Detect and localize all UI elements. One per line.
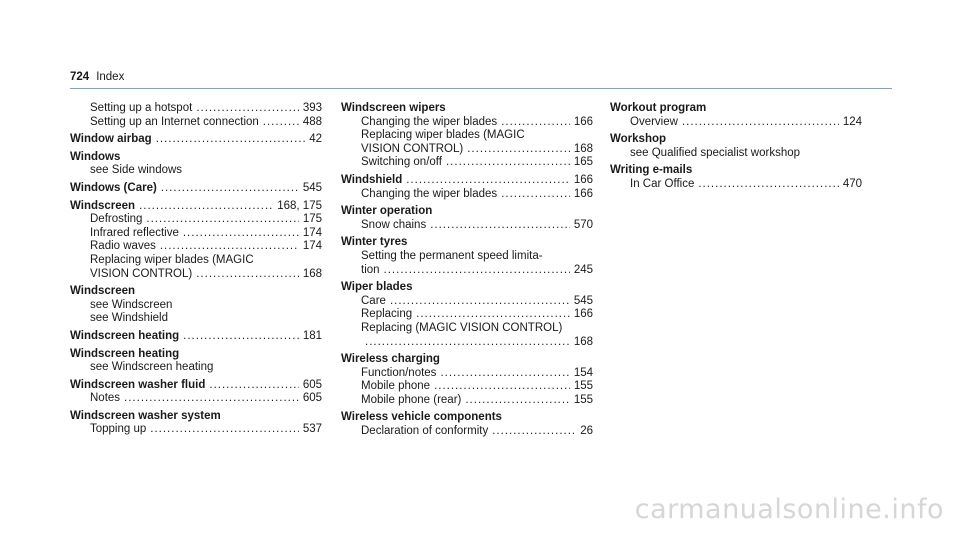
index-term [70,348,322,362]
page-reference: 166 [573,187,593,200]
index-term [70,379,322,393]
index-subentry [341,116,593,130]
entry-text: Snow chains [361,218,427,231]
leader-dots [156,133,306,147]
index-subentry [341,425,593,439]
page-reference: 168, 175 [277,199,322,212]
index-term [341,236,593,250]
entry-text: In Car Office [630,177,695,190]
entry-text: Switching on/off [361,156,442,169]
index-term [341,281,593,295]
entry-text: see Windscreen heating [90,361,214,374]
entry-text: Wireless vehicle components [341,411,502,424]
index-term [70,151,322,165]
index-subentry [341,129,593,143]
index-term [610,164,862,178]
leader-dots [682,116,839,130]
entry-text: Mobile phone [361,380,431,393]
index-subentry [341,143,593,157]
entry-text: Winter tyres [341,236,408,249]
leader-dots [196,102,299,116]
entry-text: Window airbag [70,133,152,146]
page-number: 724 [70,71,90,83]
entry-text: Overview [630,115,678,128]
index-column-2 [341,102,593,439]
index-entry [70,200,322,282]
leader-dots [209,379,298,393]
entry-text: see Windshield [90,312,168,325]
index-subentry [341,380,593,394]
index-term [341,353,593,367]
index-subentry [341,156,593,170]
entry-text: Windscreen wipers [341,102,446,114]
index-subentry [341,336,593,350]
page-reference: 166 [573,308,593,321]
page-reference: 174 [302,226,322,239]
entry-text: Mobile phone (rear) [361,393,462,406]
index-term [70,133,322,147]
entry-text: Windscreen heating [70,347,180,360]
page-reference: 470 [842,177,862,190]
entry-text: Setting the permanent speed limita- [361,249,543,262]
page-reference: 181 [302,329,322,342]
entry-text: Changing the wiper blades [361,115,498,128]
leader-dots [150,423,299,437]
entry-text: Setting up a hotspot [90,102,193,114]
index-entry [70,410,322,437]
index-term [610,102,862,116]
index-term [610,133,862,147]
index-column-1 [70,102,322,437]
index-subentry [341,322,593,336]
leader-dots [467,143,570,157]
index-subentry [70,227,322,241]
leader-dots [196,268,299,282]
entry-text: Infrared reflective [90,226,179,239]
leader-dots [446,156,570,170]
leader-dots [146,213,298,227]
leader-dots [365,336,570,350]
index-subentry [70,254,322,268]
index-subentry [341,188,593,202]
index-subentry [70,299,322,313]
entry-text: Workshop [610,133,667,146]
index-subentry [70,423,322,437]
leader-dots [501,188,570,202]
index-subentry [70,213,322,227]
page-reference: 26 [580,425,593,438]
page-reference: 166 [573,115,593,128]
entry-text: Winter operation [341,205,433,218]
entry-text: Setting up an Internet connection [90,115,259,128]
leader-dots [416,308,570,322]
page-reference: 537 [302,423,322,436]
page-reference: 545 [302,181,322,194]
index-subentry [70,102,322,116]
index-subentry [341,394,593,408]
index-entry [610,133,862,160]
index-entry [70,102,322,129]
entry-text: Windscreen washer fluid [70,378,206,391]
entry-text: Windshield [341,173,403,186]
index-term [70,410,322,424]
leader-dots [183,330,299,344]
index-subentry [341,264,593,278]
entry-text: Defrosting [90,213,143,226]
page-reference: 605 [302,392,322,405]
entry-text: VISION CONTROL) [361,142,464,155]
page-reference: 42 [309,133,322,146]
page-reference: 155 [573,393,593,406]
entry-text: tion [361,263,380,276]
index-subentry [610,116,862,130]
entry-text: Windscreen [70,285,136,298]
entry-text: Wiper blades [341,281,413,294]
page-reference: 168 [573,335,593,348]
entry-text: Workout program [610,102,707,114]
index-subentry [341,250,593,264]
section-title: Index [96,71,125,83]
index-term [70,200,322,214]
entry-text: Replacing wiper blades (MAGIC [90,253,254,266]
index-term [70,285,322,299]
index-entry [341,174,593,201]
leader-dots [263,116,299,130]
entry-text: Windscreen heating [70,329,180,342]
leader-dots [434,380,570,394]
leader-dots [124,392,299,406]
index-term [341,174,593,188]
leader-dots [384,264,570,278]
page-reference: 168 [573,142,593,155]
index-subentry [341,219,593,233]
leader-dots [698,178,838,192]
index-entry [70,133,322,147]
index-subentry [70,268,322,282]
entry-text: Changing the wiper blades [361,187,498,200]
entry-text: Replacing (MAGIC VISION CONTROL) [361,321,563,334]
entry-text: Windows (Care) [70,181,157,194]
entry-text: Function/notes [361,366,437,379]
leader-dots [501,116,570,130]
index-term [341,102,593,116]
page-reference: 165 [573,156,593,169]
page-header [70,70,124,84]
entry-text: see Qualified specialist workshop [630,146,801,159]
index-entry [70,285,322,326]
page-reference: 154 [573,366,593,379]
index-entry [70,151,322,178]
page-reference: 155 [573,380,593,393]
leader-dots [430,219,570,233]
index-entry [610,164,862,191]
entry-text: see Windscreen [90,298,173,311]
index-entry [341,353,593,407]
entry-text: Replacing wiper blades (MAGIC [361,129,525,142]
header-rule [70,88,892,89]
page-reference: 393 [302,102,322,114]
entry-text: see Side windows [90,164,183,177]
index-entry [70,379,322,406]
index-subentry [70,240,322,254]
index-entry [70,182,322,196]
index-entry [341,205,593,232]
page-reference: 168 [302,267,322,280]
index-subentry [70,116,322,130]
entry-text: Radio waves [90,240,156,253]
index-entry [70,330,322,344]
page-reference: 570 [573,218,593,231]
page-reference: 174 [302,240,322,253]
index-term [341,411,593,425]
index-entry [341,102,593,170]
leader-dots [160,240,299,254]
index-subentry [70,392,322,406]
index-entry [341,236,593,277]
entry-text: Writing e-mails [610,164,693,177]
index-entry [610,102,862,129]
index-subentry [70,164,322,178]
entry-text: Windows [70,150,121,163]
entry-text: Care [361,294,386,307]
index-term [70,330,322,344]
page-reference: 245 [573,263,593,276]
leader-dots [161,182,299,196]
page-reference: 166 [573,173,593,186]
index-subentry [70,312,322,326]
index-column-3 [610,102,862,192]
entry-text: VISION CONTROL) [90,267,193,280]
page-reference: 605 [302,378,322,391]
page-reference: 124 [842,115,862,128]
index-entry [341,281,593,349]
watermark: carmanualsonline.info [634,494,944,525]
index-subentry [341,308,593,322]
index-subentry [341,295,593,309]
leader-dots [465,394,569,408]
index-term [70,182,322,196]
entry-text: Wireless charging [341,353,440,366]
entry-text: Windscreen [70,199,136,212]
page-reference: 545 [573,294,593,307]
index-term [341,205,593,219]
leader-dots [183,227,299,241]
index-entry [70,348,322,375]
leader-dots [390,295,570,309]
leader-dots [440,367,569,381]
leader-dots [406,174,570,188]
entry-text: Windscreen washer system [70,409,221,422]
index-subentry [341,367,593,381]
index-entry [341,411,593,438]
entry-text: Topping up [90,423,147,436]
page-reference: 175 [302,213,322,226]
page-reference: 488 [302,115,322,128]
leader-dots [492,425,576,439]
leader-dots [139,200,273,214]
index-subentry [610,178,862,192]
index-subentry [610,147,862,161]
entry-text: Declaration of conformity [361,425,489,438]
entry-text: Notes [90,392,121,405]
index-subentry [70,361,322,375]
entry-text: Replacing [361,308,413,321]
